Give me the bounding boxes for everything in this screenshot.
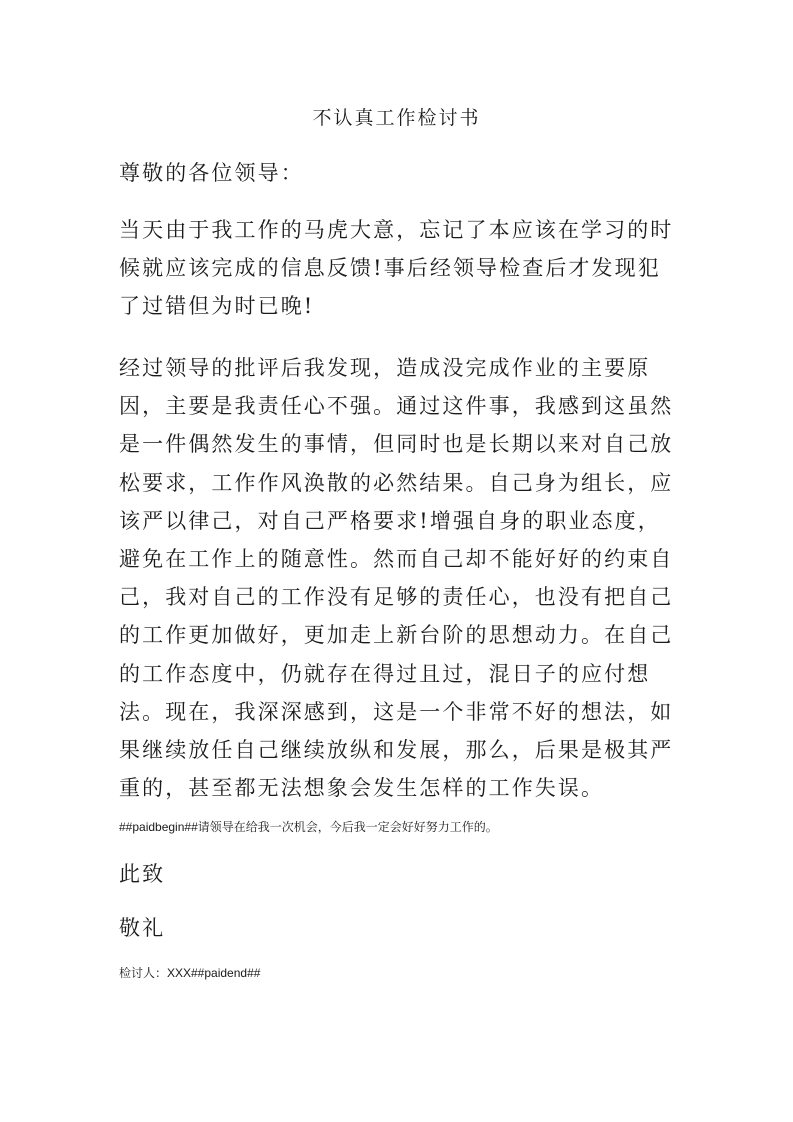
apology-note: ##paidbegin##请领导在给我一次机会，今后我一定会好好努力工作的。	[119, 820, 498, 834]
closing-line-2: 敬礼	[119, 916, 166, 940]
closing-line-1: 此致	[119, 862, 166, 886]
signature: 检讨人：XXX##paidend##	[119, 966, 261, 980]
document-title: 不认真工作检讨书	[312, 107, 481, 129]
paragraph-2: 经过领导的批评后我发现，造成没完成作业的主要原因，主要是我责任心不强。通过这件事，我感到这虽然是一件偶然发生的事情，但同时也是长期以来对自己放松要求，工作作风涣散的必然结果。自己身为组长，应该严以律己，对自己严格要求!增强自身的职业态度，避免在工作上的随意性。然而自己却不能好好的约束自己，我对自己的工作没有足够的责任心，也没有把自己的工作更加做好，更加走上新台阶的思想动力。在自己的工作态度中，仍就存在得过且过，混日子的应付想法。现在，我深深感到，这是一个非常不好的想法，如果继续放任自己继续放纵和发展，那么，后果是极其严重的，甚至都无法想象会发生怎样的工作失误。	[119, 356, 674, 801]
salutation: 尊敬的各位领导：	[119, 161, 304, 185]
paragraph-1: 当天由于我工作的马虎大意，忘记了本应该在学习的时候就应该完成的信息反馈!事后经领导检查后才发现犯了过错但为时已晚!	[119, 218, 674, 318]
